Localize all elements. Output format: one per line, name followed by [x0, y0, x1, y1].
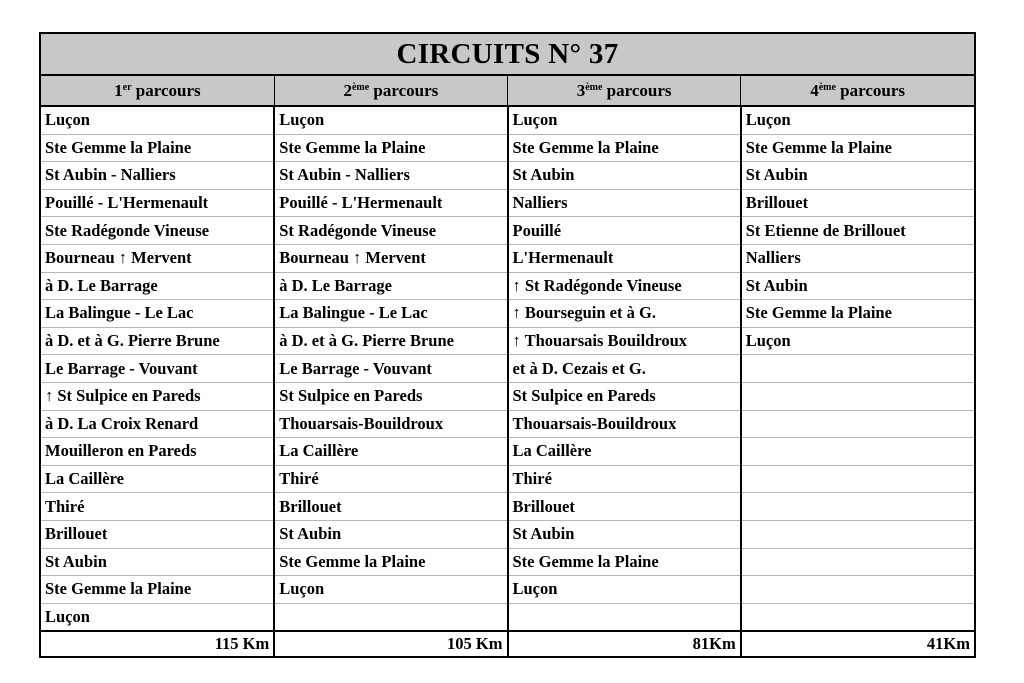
route-stop-cell: Ste Gemme la Plaine	[741, 300, 974, 328]
table-row	[41, 520, 974, 548]
table-row	[41, 410, 974, 438]
route-stop-cell: à D. Le Barrage	[274, 272, 507, 300]
table-row	[41, 300, 974, 328]
route-stop-cell: St Radégonde Vineuse	[274, 217, 507, 245]
total-distance-cell: 81Km	[508, 631, 741, 656]
route-stop-cell: ↑ St Radégonde Vineuse	[508, 272, 741, 300]
route-stop-cell: Pouillé	[508, 217, 741, 245]
route-stop-cell	[508, 603, 741, 631]
circuits-table	[39, 32, 976, 658]
table-row	[41, 327, 974, 355]
route-stop-cell: à D. et à G. Pierre Brune	[41, 327, 274, 355]
route-stop-cell: St Aubin	[274, 520, 507, 548]
table-row	[41, 576, 974, 604]
column-header-number: 4	[810, 80, 819, 100]
column-header-2	[274, 76, 507, 106]
route-stop-cell: Thiré	[41, 493, 274, 521]
total-distance-cell: 115 Km	[41, 631, 274, 656]
route-stop-cell: ↑ St Sulpice en Pareds	[41, 382, 274, 410]
route-stop-cell: St Etienne de Brillouet	[741, 217, 974, 245]
route-stop-cell: Luçon	[274, 576, 507, 604]
route-stop-cell: à D. La Croix Renard	[41, 410, 274, 438]
table-row	[41, 465, 974, 493]
route-stop-cell: Thiré	[274, 465, 507, 493]
route-body	[41, 106, 974, 656]
table-row	[41, 106, 974, 134]
route-stop-cell: Brillouet	[741, 189, 974, 217]
table-row	[41, 189, 974, 217]
route-grid	[41, 76, 974, 656]
column-header-1	[41, 76, 274, 106]
table-row	[41, 244, 974, 272]
route-stop-cell: Mouilleron en Pareds	[41, 438, 274, 466]
route-stop-cell: La Caillère	[274, 438, 507, 466]
route-stop-cell: Thouarsais-Bouildroux	[508, 410, 741, 438]
route-stop-cell	[741, 465, 974, 493]
table-row	[41, 272, 974, 300]
route-stop-cell	[741, 438, 974, 466]
route-stop-cell	[741, 382, 974, 410]
route-stop-cell: Ste Gemme la Plaine	[41, 134, 274, 162]
route-stop-cell	[741, 520, 974, 548]
column-header-word: parcours	[135, 80, 201, 100]
route-stop-cell: St Aubin	[41, 548, 274, 576]
route-stop-cell: St Aubin - Nalliers	[274, 162, 507, 190]
route-stop-cell: Luçon	[741, 106, 974, 134]
column-header-number: 1	[114, 80, 123, 100]
column-header-suffix: ème	[585, 81, 603, 93]
route-stop-cell: St Aubin	[741, 272, 974, 300]
column-header-3	[508, 76, 741, 106]
column-header-suffix: ème	[351, 81, 370, 93]
column-header-number: 2	[343, 80, 352, 100]
route-stop-cell: Pouillé - L'Hermenault	[274, 189, 507, 217]
route-stop-cell: à D. et à G. Pierre Brune	[274, 327, 507, 355]
route-stop-cell: Pouillé - L'Hermenault	[41, 189, 274, 217]
header-row	[41, 76, 974, 106]
column-header-word: parcours	[373, 80, 439, 100]
column-header-suffix: ème	[818, 81, 836, 93]
route-stop-cell: à D. Le Barrage	[41, 272, 274, 300]
table-row	[41, 548, 974, 576]
route-stop-cell	[741, 355, 974, 383]
route-stop-cell: Luçon	[274, 106, 507, 134]
total-distance-cell: 41Km	[741, 631, 974, 656]
route-stop-cell: Ste Gemme la Plaine	[274, 134, 507, 162]
route-stop-cell: St Sulpice en Pareds	[274, 382, 507, 410]
route-stop-cell: Luçon	[41, 106, 274, 134]
route-stop-cell: Luçon	[508, 576, 741, 604]
total-distance-cell: 105 Km	[274, 631, 507, 656]
route-stop-cell: Brillouet	[508, 493, 741, 521]
column-header-4	[741, 76, 974, 106]
column-header-word: parcours	[840, 80, 906, 100]
route-stop-cell: Ste Gemme la Plaine	[41, 576, 274, 604]
route-stop-cell: Ste Gemme la Plaine	[274, 548, 507, 576]
table-row	[41, 355, 974, 383]
route-stop-cell: Luçon	[741, 327, 974, 355]
route-stop-cell: ↑ Thouarsais Bouildroux	[508, 327, 741, 355]
page-title: CIRCUITS N° 37	[41, 34, 974, 76]
route-stop-cell: Nalliers	[508, 189, 741, 217]
route-stop-cell: St Aubin	[741, 162, 974, 190]
route-stop-cell	[741, 548, 974, 576]
column-header-word: parcours	[606, 80, 672, 100]
table-row	[41, 134, 974, 162]
table-row	[41, 438, 974, 466]
route-stop-cell: Ste Gemme la Plaine	[508, 134, 741, 162]
route-stop-cell: L'Hermenault	[508, 244, 741, 272]
table-row	[41, 162, 974, 190]
route-stop-cell: Thouarsais-Bouildroux	[274, 410, 507, 438]
route-stop-cell: et à D. Cezais et G.	[508, 355, 741, 383]
route-stop-cell: Luçon	[508, 106, 741, 134]
table-row	[41, 217, 974, 245]
route-stop-cell: Brillouet	[41, 520, 274, 548]
route-stop-cell: St Sulpice en Pareds	[508, 382, 741, 410]
route-stop-cell: Ste Radégonde Vineuse	[41, 217, 274, 245]
route-stop-cell	[741, 603, 974, 631]
route-stop-cell	[741, 576, 974, 604]
table-row	[41, 382, 974, 410]
route-stop-cell: Luçon	[41, 603, 274, 631]
route-stop-cell: La Balingue - Le Lac	[274, 300, 507, 328]
route-stop-cell: Ste Gemme la Plaine	[741, 134, 974, 162]
route-stop-cell: Brillouet	[274, 493, 507, 521]
route-stop-cell	[741, 493, 974, 521]
route-stop-cell	[741, 410, 974, 438]
route-stop-cell: Nalliers	[741, 244, 974, 272]
column-header-suffix: er	[122, 81, 132, 93]
route-stop-cell: St Aubin	[508, 162, 741, 190]
route-stop-cell: Le Barrage - Vouvant	[274, 355, 507, 383]
route-stop-cell: La Caillère	[41, 465, 274, 493]
table-row	[41, 603, 974, 631]
route-stop-cell: Bourneau ↑ Mervent	[41, 244, 274, 272]
route-stop-cell: La Caillère	[508, 438, 741, 466]
table-row	[41, 493, 974, 521]
route-stop-cell: Ste Gemme la Plaine	[508, 548, 741, 576]
route-stop-cell: St Aubin	[508, 520, 741, 548]
route-stop-cell	[274, 603, 507, 631]
column-header-number: 3	[576, 80, 586, 100]
route-stop-cell: La Balingue - Le Lac	[41, 300, 274, 328]
route-stop-cell: St Aubin - Nalliers	[41, 162, 274, 190]
route-stop-cell: Bourneau ↑ Mervent	[274, 244, 507, 272]
total-distance-row	[41, 631, 974, 656]
route-stop-cell: ↑ Bourseguin et à G.	[508, 300, 741, 328]
route-stop-cell: Thiré	[508, 465, 741, 493]
route-stop-cell: Le Barrage - Vouvant	[41, 355, 274, 383]
